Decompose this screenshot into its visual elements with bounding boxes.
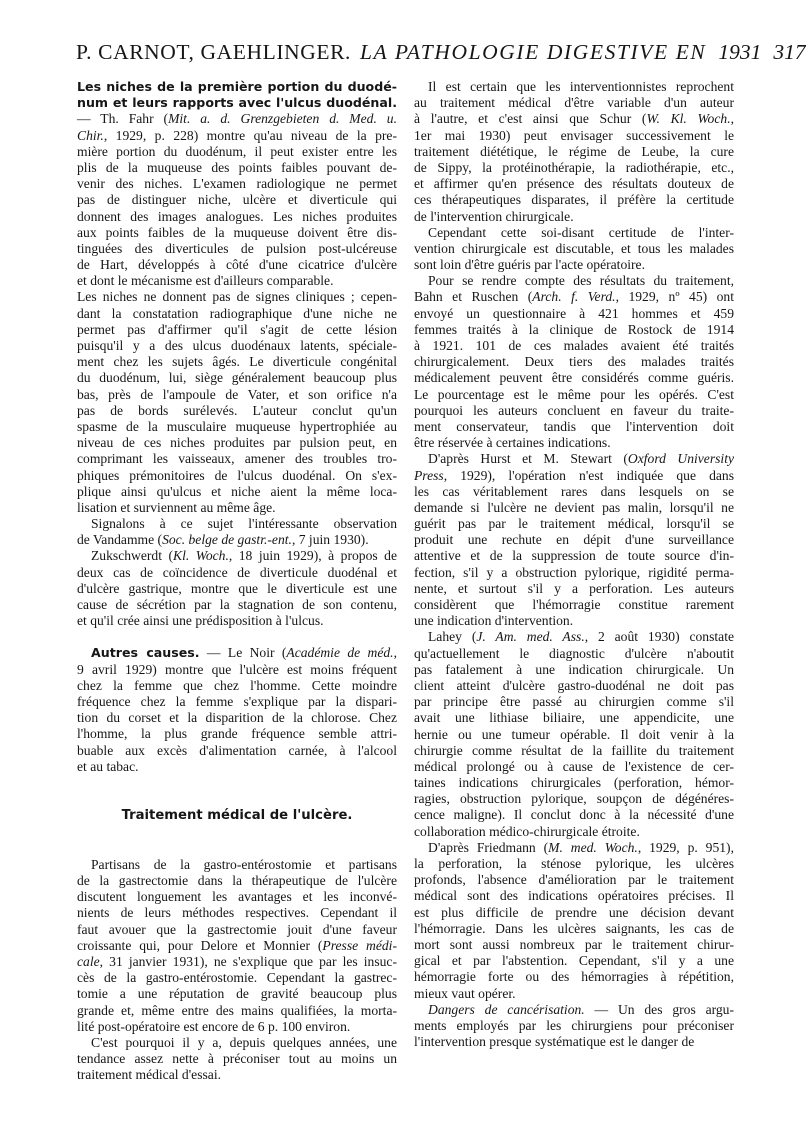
citation-italic: Soc. belge de gastr.-ent. — [162, 532, 292, 548]
text-run: médical sont des indications opératoires précises. Il — [414, 888, 734, 904]
text-run: gical et par l'abstention. Cependant, s'il y a une — [414, 953, 734, 969]
text-line — [414, 646, 734, 662]
text-run: Pour se rendre compte des résultats du traitement, — [428, 273, 734, 289]
text-run: traitement diététique, le régime de Leube, la cure — [414, 143, 734, 159]
text-run: deux cas de coïncidence de diverticule duodénal et — [77, 564, 397, 580]
text-run: traitement médical d'essai. — [77, 1067, 221, 1083]
text-line — [77, 743, 397, 759]
text-run: discutent longuement les avantages et les inconvé- — [77, 889, 397, 905]
paragraph-gap — [77, 775, 397, 791]
text-line — [77, 225, 397, 241]
text-run: collaboration médico-chirurgicale étroite. — [414, 823, 640, 839]
text-run: Traitement médical de l'ulcère. — [121, 807, 353, 823]
text-line — [77, 468, 397, 484]
citation-italic: Arch. f. Verd. — [532, 289, 616, 305]
citation-italic: Oxford University — [627, 451, 734, 467]
text-run: , — [393, 645, 397, 661]
bold-run: Autres causes. — [91, 645, 200, 661]
text-run: niveau de ces niches produites par pulsion peut, en — [77, 435, 397, 451]
text-line — [77, 273, 397, 289]
text-line — [77, 710, 397, 726]
text-line — [77, 970, 397, 986]
text-line — [77, 451, 397, 467]
text-line — [414, 95, 734, 111]
text-line — [414, 565, 734, 581]
text-line — [414, 144, 734, 160]
text-run: une indication d'intervention. — [414, 613, 574, 629]
citation-italic: cale — [77, 954, 100, 969]
text-run: de la gastrectomie dans la thérapeutique de l'ulcère — [77, 873, 397, 889]
citation-italic: M. med. Woch. — [548, 839, 638, 855]
text-run: , 1929), l'opération n'est indiquée que dans — [443, 467, 734, 483]
text-run: qu'actuellement le diagnostic d'ulcère n'aboutit — [414, 645, 734, 661]
text-run: avait une lithiase biliaire, une appendicite, une — [414, 710, 734, 726]
text-run: chez la femme que chez l'homme. Cette moindre — [77, 677, 397, 693]
text-run: Le pourcentage est le même pour les opérés. C'est — [414, 386, 734, 402]
header-authors: P. CARNOT, GAEHLINGER. — [76, 40, 351, 64]
text-line — [414, 888, 734, 904]
text-run: lisation et surviennent au même âge. — [77, 499, 276, 515]
text-run: phiques prémonitoires de l'ulcus duodénal. On s'ex- — [77, 467, 397, 483]
text-run: croissante qui, pour Delore et Monnier ( — [77, 937, 323, 953]
text-run: hernie ou une tumeur opérable. Il doit venir à la — [414, 726, 734, 742]
text-run: D'après Hurst et M. Stewart ( — [428, 451, 628, 467]
text-run: et affirmer qu'en présence des résultats douteux de — [414, 176, 734, 192]
right-column — [414, 79, 734, 1079]
text-line — [414, 403, 734, 419]
text-line — [77, 209, 397, 225]
text-line — [414, 209, 734, 225]
text-line — [77, 111, 397, 127]
text-run: , 1929, p. 951), — [637, 839, 734, 855]
text-line — [414, 986, 734, 1002]
citation-italic: Press — [414, 467, 444, 483]
text-line — [414, 759, 734, 775]
text-run: puisqu'il y a des ulcus duodénaux latents, spéciale- — [77, 338, 397, 353]
text-line — [77, 79, 397, 95]
text-line — [414, 111, 734, 127]
text-line — [77, 257, 397, 273]
text-run: produit une rechute en dépit d'une surveillance — [414, 532, 734, 548]
text-line — [414, 225, 734, 241]
text-line — [77, 95, 397, 111]
text-run: , 18 juin 1929), à propos de — [228, 548, 397, 564]
text-run: lité post-opératoire est encore de 6 p. 100 environ. — [77, 1018, 351, 1034]
text-line — [77, 322, 397, 338]
text-line — [77, 160, 397, 176]
text-run: , 2 août 1930) constate — [584, 629, 735, 645]
text-run: guérit pas par le traitement médical, lorsqu'il se — [414, 516, 734, 532]
text-line — [77, 500, 397, 516]
text-line — [414, 484, 734, 500]
text-line — [414, 613, 734, 629]
text-line — [77, 889, 397, 905]
text-line — [414, 451, 734, 467]
text-line — [414, 824, 734, 840]
text-line — [77, 905, 397, 921]
text-run: médicalement peuvent être considérés comme guéris. — [414, 370, 734, 386]
text-line — [414, 694, 734, 710]
text-line — [77, 548, 397, 564]
text-line — [77, 241, 397, 257]
text-run: ces thérapeutiques disparates, il préfère la certitude — [414, 192, 734, 208]
text-line — [77, 694, 397, 710]
text-line — [77, 128, 397, 144]
citation-italic: Académie de méd. — [286, 645, 394, 661]
text-run: l'homme, la plus grande fréquence semble attri- — [77, 726, 397, 742]
text-run: considèrent que l'hémorragie constitue rarement — [414, 597, 734, 612]
text-run: et dont le mécanisme est d'ailleurs comparable. — [77, 273, 334, 289]
text-run: Il est certain que les interventionnistes reprochent — [428, 79, 734, 94]
text-run: de Sippy, la protéinothérapie, la radiothérapie, etc., — [414, 159, 734, 175]
text-run: nente, et surtout s'il y a perforation. Les auteurs — [414, 580, 734, 596]
citation-italic: Chir. — [77, 127, 104, 143]
text-line — [414, 532, 734, 548]
text-run: , 7 juin 1930). — [291, 532, 369, 548]
paragraph-gap — [77, 629, 397, 645]
text-run: hémorragie forte ou des hémorragies à répétition, — [414, 969, 734, 985]
text-run: ragies, obstruction pylorique, soupçon de dégénéres- — [414, 791, 734, 807]
running-header — [76, 40, 806, 76]
text-line — [77, 289, 397, 305]
text-run: faut avouer que la gastrectomie jouit d'une faveur — [77, 921, 397, 937]
text-line — [414, 289, 734, 305]
text-line — [414, 678, 734, 694]
text-line — [414, 872, 734, 888]
text-run: tomie a une réputation de gravité beaucoup plus — [77, 986, 397, 1002]
text-line — [77, 387, 397, 403]
text-line — [77, 435, 397, 451]
text-line — [77, 986, 397, 1002]
text-line — [77, 938, 397, 954]
text-line — [414, 241, 734, 257]
text-run: plis de la muqueuse des points faibles pouvant de- — [77, 159, 397, 175]
text-line — [414, 921, 734, 937]
text-run: pas fatalement à une indication chirurgicale. Un — [414, 661, 734, 677]
text-run: envoyé un questionnaire à 421 hommes et 459 — [414, 305, 734, 321]
text-run: — Un des gros argu- — [584, 1001, 735, 1017]
citation-italic: W. Kl. Woch. — [646, 111, 731, 127]
text-run: chirurgie comme résultat de la faillite du traitement — [414, 742, 734, 758]
text-line — [414, 79, 734, 95]
text-run: nients de leurs méthodes respectives. Cependant il — [77, 905, 397, 921]
text-run: taines indications chirurgicales (perforation, hémor- — [414, 775, 734, 791]
text-line — [77, 1067, 397, 1083]
text-run: client atteint d'ulcère gastro-duodénal ne doit pas — [414, 677, 734, 693]
text-run: mieux vaut opérer. — [414, 985, 516, 1001]
text-line — [77, 565, 397, 581]
text-run: , — [730, 111, 734, 127]
text-run: être réservée à certaines indications. — [414, 435, 611, 451]
text-run: pourquoi les auteurs concluent en faveur du traite- — [414, 402, 734, 418]
text-run: plique ainsi qu'ulcus et niche aient la même loca- — [77, 483, 397, 499]
text-line — [77, 354, 397, 370]
text-line — [414, 743, 734, 759]
text-run: et au tabac. — [77, 758, 139, 774]
text-line — [414, 273, 734, 289]
text-run: C'est pourquoi il y a, depuis quelques années, une — [91, 1034, 397, 1050]
text-run: Signalons à ce sujet l'intéressante observation — [91, 516, 397, 532]
text-line — [77, 176, 397, 192]
section-heading — [77, 807, 397, 825]
text-run: aux points faibles de la muqueuse doivent être dis- — [77, 224, 397, 240]
text-run: les cas véritablement rares dans lesquels on se — [414, 483, 734, 499]
citation-italic: Presse médi- — [322, 937, 397, 953]
text-run: Les niches ne donnent pas de signes cliniques ; cepen- — [77, 289, 397, 305]
text-line — [414, 953, 734, 969]
text-run: l'intervention presque systématique est le danger de — [414, 1034, 695, 1050]
header-year: 1931 — [718, 40, 762, 64]
text-run: pas de bords surélevés. L'auteur conclut qu'un — [77, 402, 397, 418]
text-line — [414, 354, 734, 370]
text-run: — Le Noir ( — [199, 645, 287, 661]
text-line — [77, 759, 397, 775]
text-run: du duodénum, lui, siège généralement beaucoup plus — [77, 370, 397, 386]
text-run: bas, près de l'ampoule de Vater, et son orifice n'a — [77, 386, 397, 402]
text-run: la perforation, la sténose pylorique, les ulcères — [414, 856, 734, 871]
text-run: de l'intervention chirurgicale. — [414, 208, 574, 224]
text-line — [77, 922, 397, 938]
text-run: est plus difficile de prendre une décision devant — [414, 904, 734, 920]
citation-italic: Dangers de cancérisation. — [428, 1001, 585, 1017]
bold-run: num et leurs rapports avec l'ulcus duodénal. — [77, 95, 397, 111]
text-run: tinguées des diverticules de pulsion post-ulcéreuse — [77, 240, 397, 256]
text-line — [414, 775, 734, 791]
text-run: mière portion du duodénum, il peut exister entre les — [77, 143, 397, 159]
text-line — [414, 662, 734, 678]
text-line — [414, 905, 734, 921]
text-line — [414, 500, 734, 516]
text-run: ment chez les sujets âgés. Le diverticule congénital — [77, 354, 397, 370]
text-run: spasme de la musculaire muqueuse hypertrophiée au — [77, 418, 397, 434]
text-run: Cependant cette soi-disant certitude de l'inter- — [428, 224, 734, 240]
paragraph-gap — [77, 841, 397, 857]
text-run: 1er mai 1930) peut envisager successivement le — [414, 127, 734, 143]
text-line — [414, 192, 734, 208]
text-line — [77, 857, 397, 873]
text-run: cause de sécrétion par la stagnation de son contenu, — [77, 597, 397, 612]
text-line — [414, 1002, 734, 1018]
text-line — [77, 1019, 397, 1035]
citation-italic: Kl. Woch. — [173, 548, 229, 564]
text-line — [77, 1051, 397, 1067]
text-line — [77, 873, 397, 889]
text-line — [77, 1035, 397, 1051]
text-run: , 1929, p. 228) montre qu'au niveau de la pre- — [103, 127, 397, 143]
header-journal-title: LA PATHOLOGIE DIGESTIVE EN — [359, 40, 707, 64]
text-line — [77, 306, 397, 322]
text-line — [77, 645, 397, 661]
text-line — [414, 629, 734, 645]
text-run: médical prolongé ou à cause de l'existence de cer- — [414, 758, 734, 774]
text-run: fréquence chez la femme s'explique par la dispari- — [77, 693, 397, 709]
text-run: au traitement médical d'être variable d'un auteur — [414, 95, 734, 111]
text-line — [77, 516, 397, 532]
text-run: de Vandamme ( — [77, 532, 163, 548]
text-run: attentive et de la suppression de toute source d'in- — [414, 548, 734, 564]
text-line — [414, 597, 734, 613]
text-line — [77, 581, 397, 597]
text-line — [77, 678, 397, 694]
text-line — [414, 468, 734, 484]
text-run: grande et, même entre des mains qualifiées, la morta- — [77, 1002, 397, 1018]
text-line — [414, 516, 734, 532]
text-line — [414, 128, 734, 144]
text-line — [414, 435, 734, 451]
text-run: par principe être passé au chirurgien comme s'il — [414, 694, 734, 710]
text-line — [414, 338, 734, 354]
citation-italic: J. Am. med. Ass. — [476, 629, 585, 645]
text-run: ment conservateur, tandis que l'intervention doit — [414, 418, 734, 434]
text-run: sont loin d'être guéris par l'acte opératoire. — [414, 257, 645, 273]
text-run: tion du corset et la disparition de la chlorose. Chez — [77, 710, 397, 726]
text-run: — Th. Fahr ( — [77, 111, 169, 127]
bold-run: Les niches de la première portion du duodé- — [77, 79, 397, 94]
text-run: profonds, l'absence d'amélioration par le traitement — [414, 872, 734, 888]
text-run: permet pas d'affirmer qu'il s'agit de cette lésion — [77, 321, 397, 337]
text-run: cence maligne). Il conclut donc à la nécessité d'une — [414, 807, 734, 823]
text-run: pas de distinguer niche, ulcère et diverticule qui — [77, 192, 397, 208]
text-run: venir des niches. L'examen radiologique ne permet — [77, 176, 397, 192]
text-run: à 1921. 101 de ces malades avaient été traités — [414, 338, 734, 353]
text-run: Partisans de la gastro-entérostomie et partisans — [91, 856, 397, 872]
text-line — [77, 484, 397, 500]
text-line — [77, 144, 397, 160]
text-run: demande si l'ulcère ne devient pas malin, lorsqu'il ne — [414, 499, 734, 515]
text-run: mort sont aussi nombreux par le traitement chirur- — [414, 936, 734, 952]
text-line — [77, 192, 397, 208]
text-line — [77, 338, 397, 354]
text-line — [77, 403, 397, 419]
text-line — [414, 548, 734, 564]
text-run: d'ulcère gastrique, montre que le diverticule est une — [77, 580, 397, 596]
text-line — [77, 726, 397, 742]
text-run: Bahn et Ruschen ( — [414, 289, 533, 305]
text-line — [77, 532, 397, 548]
text-line — [414, 306, 734, 322]
text-line — [414, 176, 734, 192]
text-line — [77, 597, 397, 613]
text-line — [414, 419, 734, 435]
text-line — [414, 710, 734, 726]
text-line — [414, 370, 734, 386]
text-run: comprimant les vaisseaux, amener des troubles tro- — [77, 451, 397, 467]
header-page-number: 317 — [773, 40, 806, 64]
text-run: à l'autre, et c'est ainsi que Schur ( — [414, 111, 647, 127]
text-line — [414, 160, 734, 176]
left-column — [77, 79, 397, 1083]
text-run: cès de la gastro-entérostomie. Cependant la gastrec- — [77, 970, 397, 986]
text-run: de Hart, développés à côté d'une cicatrice d'ulcère — [77, 257, 397, 273]
text-line — [414, 257, 734, 273]
text-run: ments employés par les chirurgiens pour préconiser — [414, 1017, 734, 1033]
text-run: D'après Friedmann ( — [428, 839, 549, 855]
text-line — [414, 840, 734, 856]
text-line — [414, 387, 734, 403]
text-run: fection, s'il y a obstruction pylorique, rigidité perma- — [414, 564, 734, 580]
text-line — [77, 370, 397, 386]
text-line — [414, 727, 734, 743]
text-line — [414, 1018, 734, 1034]
text-run: buable aux excès d'alimentation carnée, à l'alcool — [77, 742, 397, 758]
text-line — [77, 954, 397, 970]
text-run: tendance assez nette à préconiser tout au moins un — [77, 1051, 397, 1067]
text-run: femmes traités à la clinique de Rostock de 1914 — [414, 321, 734, 337]
text-run: l'hémorragie. Dans les ulcères saignants, les cas de — [414, 920, 734, 936]
text-run: vention chirurgicale est discutable, et tous les malades — [414, 240, 734, 256]
text-line — [414, 791, 734, 807]
text-line — [414, 856, 734, 872]
text-run: , 31 janvier 1931), ne s'explique que par les insuc- — [99, 954, 397, 969]
text-line — [414, 807, 734, 823]
text-line — [414, 1034, 734, 1050]
text-run: Lahey ( — [428, 629, 477, 645]
text-run: , 1929, nº 45) ont — [615, 289, 734, 305]
citation-italic: Mit. a. d. Grenzgebieten d. Med. u. — [168, 111, 397, 127]
text-run: dant la constatation radiographique d'une niche ne — [77, 305, 397, 321]
text-run: 9 avril 1929) montre que l'ulcère est moins fréquent — [77, 661, 397, 677]
text-line — [77, 613, 397, 629]
text-run: et qu'il crée ainsi une prédisposition à l'ulcus. — [77, 613, 324, 629]
text-run: Zukschwerdt ( — [91, 548, 173, 564]
text-line — [414, 937, 734, 953]
text-run: chirurgicalement. Deux tiers des malades traités — [414, 354, 734, 370]
text-line — [77, 1003, 397, 1019]
text-line — [77, 662, 397, 678]
text-line — [414, 322, 734, 338]
text-run: donnent des images analogues. Les niches produites — [77, 208, 397, 224]
text-line — [414, 581, 734, 597]
text-line — [77, 419, 397, 435]
text-line — [414, 969, 734, 985]
